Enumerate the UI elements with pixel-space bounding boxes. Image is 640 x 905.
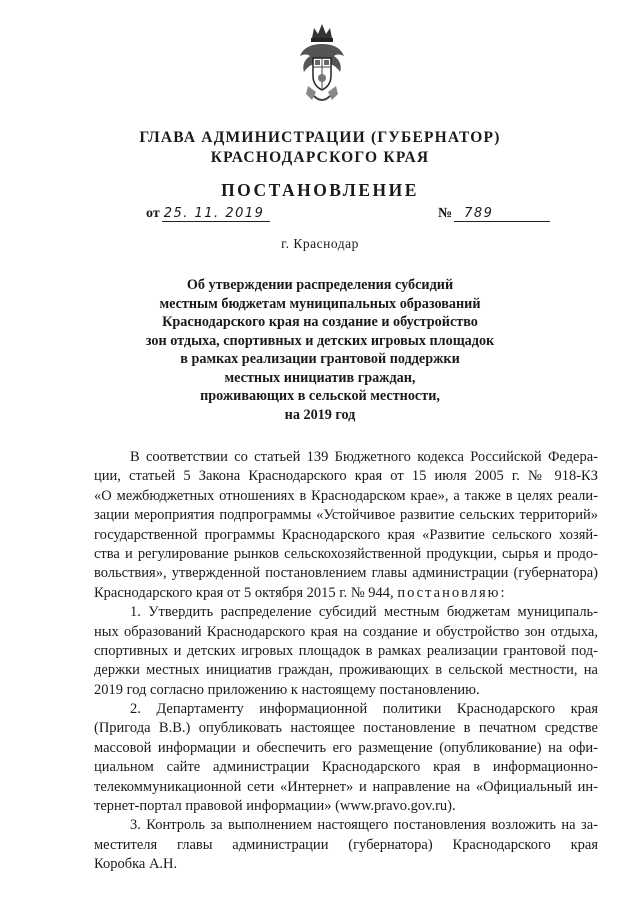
preamble-paragraph xyxy=(94,448,598,603)
text-line: циальном сайте администрации Краснодарского края в информационно- xyxy=(94,759,598,776)
text-line: 1. Утвердить распределение субсидий местным бюджетам муниципаль- xyxy=(130,604,598,621)
decree-word: постановляю: xyxy=(397,584,507,601)
text-line: (Пригода В.В.) опубликовать настоящее постановление в печатном средстве xyxy=(94,720,598,737)
document-body xyxy=(94,448,598,875)
authority-line-1: ГЛАВА АДМИНИСТРАЦИИ (ГУБЕРНАТОР) xyxy=(139,129,501,146)
text-line: местителя главы администрации (губернатора) Краснодарского края xyxy=(94,836,598,853)
city-line: г. Краснодар xyxy=(281,236,359,251)
document-title xyxy=(120,276,520,424)
document-type: ПОСТАНОВЛЕНИЕ xyxy=(221,180,419,200)
title-line: зон отдыха, спортивных и детских игровых площадок xyxy=(145,332,495,349)
text-line: зации мероприятия подпрограммы «Устойчивое развитие сельских территорий» xyxy=(94,507,598,524)
text-line: вольствия», утвержденной постановлением главы администрации (губернатора) xyxy=(94,565,598,582)
text-line: ных образований Краснодарского края на создание и обустройство зон отдыха, xyxy=(94,623,598,640)
coat-of-arms-icon xyxy=(298,20,346,106)
text-line: телекоммуникационной сети «Интернет» и направление на «Официальный ин- xyxy=(94,778,598,795)
item-1-paragraph xyxy=(94,603,598,700)
text-line: ства и регулирование рынков сельскохозяйственной продукции, сырья и продо- xyxy=(94,545,598,562)
text-line: держки местных инициатив граждан, проживающих в сельской местности, на xyxy=(94,662,598,679)
title-line: Краснодарского края на создание и обустройство xyxy=(162,314,478,330)
number-prefix: № xyxy=(438,206,453,221)
title-line: проживающих в сельской местности, xyxy=(200,388,440,404)
authority-line-2: КРАСНОДАРСКОГО КРАЯ xyxy=(210,149,430,166)
text-line: спортивных и детских игровых площадок в рамках реализации грантовой под- xyxy=(94,642,598,659)
text-line: 2019 год согласно приложению к настоящему постановлению. xyxy=(94,681,480,698)
text-line: В соответствии со статьей 139 Бюджетного кодекса Российской Федера- xyxy=(130,449,598,465)
number-value: 789 xyxy=(454,206,550,222)
item-3-paragraph xyxy=(94,816,598,874)
title-line: местным бюджетам муниципальных образований xyxy=(159,295,481,312)
item-2-paragraph xyxy=(94,700,598,816)
title-line: местных инициатив граждан, xyxy=(224,369,416,386)
text-line-start: Краснодарского края от 5 октября 2015 г. № 944, xyxy=(94,584,398,601)
title-line: Об утверждении распределения субсидий xyxy=(186,277,454,293)
text-line xyxy=(94,584,598,603)
text-line: ции, статьей 5 Закона Краснодарского края от 15 июля 2005 г. № 918-КЗ xyxy=(94,468,598,485)
text-line: «О межбюджетных отношениях в Краснодарском крае», а также в целях реали- xyxy=(94,487,598,504)
text-line: Коробка А.Н. xyxy=(94,856,178,873)
text-line: массовой информации и обеспечить его размещение (опубликование) на офи- xyxy=(94,739,598,756)
text-line: 3. Контроль за выполнением настоящего постановления возложить на за- xyxy=(130,817,598,834)
title-line: на 2019 год xyxy=(284,406,356,423)
date-line xyxy=(146,206,270,222)
number-line xyxy=(438,206,550,222)
text-line: 2. Департаменту информационной политики Краснодарского края xyxy=(130,701,598,718)
text-line: тернет-портал правовой информации» (www.pravo.gov.ru). xyxy=(94,798,456,815)
title-line: в рамках реализации грантовой поддержки xyxy=(180,351,460,367)
date-value: 25. 11. 2019 xyxy=(162,206,271,222)
date-prefix: от xyxy=(146,206,160,221)
text-line: государственной программы Краснодарского края «Развитие сельского хозяй- xyxy=(94,526,598,543)
